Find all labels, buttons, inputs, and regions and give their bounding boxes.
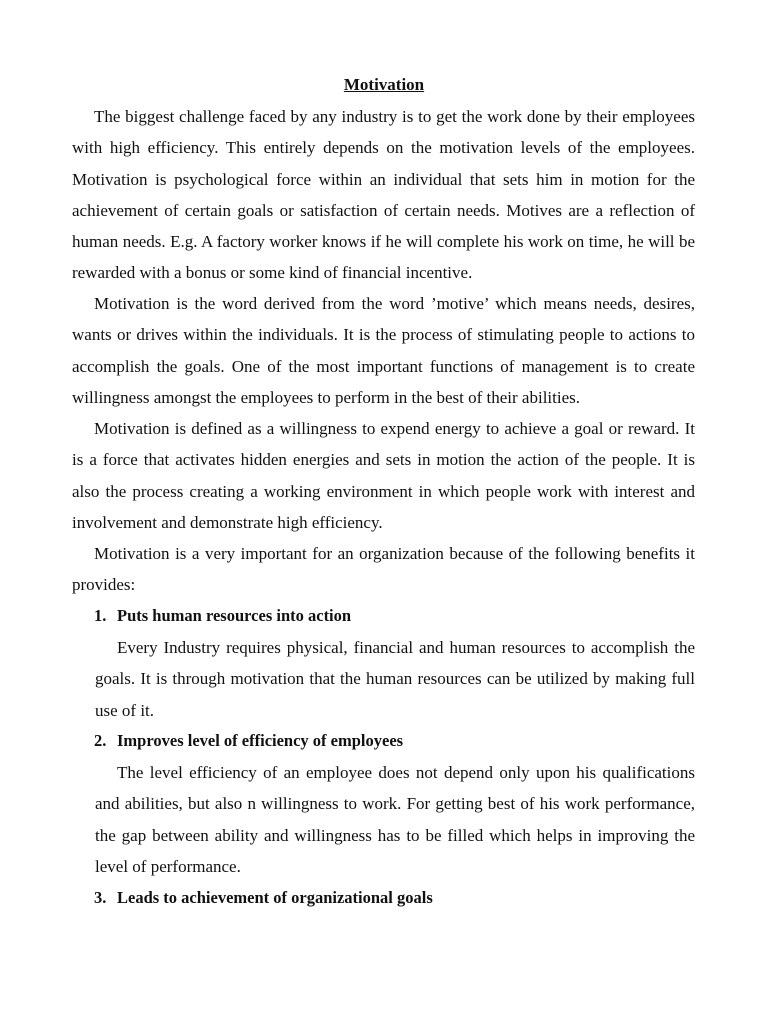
benefit-heading-text: Puts human resources into action — [117, 606, 352, 625]
paragraph-willingness: Motivation is defined as a willingness to expend energy to achieve a goal or reward. It is a force that activates hidden energies and sets in motion the action of the people. It is also the process creating a working environment in which people work with interest and involvement and demonstrate high efficiency. — [72, 419, 695, 532]
document-title: Motivation — [343, 75, 425, 94]
benefit-heading-text: Leads to achievement of organizational goals — [117, 888, 433, 907]
benefit-number: 3. — [94, 888, 107, 907]
benefit-body-1: Every Industry requires physical, financial and human resources to accomplish the goals. It is through motivation that the human resources can be utilized by making full use of it. — [95, 638, 695, 720]
benefit-number: 1. — [94, 606, 107, 625]
paragraph-benefits-intro: Motivation is a very important for an organization because of the following benefits it provides: — [72, 544, 695, 595]
benefit-heading-2 — [94, 730, 403, 752]
benefit-heading-1 — [94, 605, 351, 627]
benefit-body-2: The level efficiency of an employee does not depend only upon his qualifications and abilities, but also n willingness to work. For getting best of his work performance, the gap between ability and willingness has to be filled which helps in improving the level of performance. — [95, 763, 695, 876]
paragraph-definition-motive: Motivation is the word derived from the word ’motive’ which means needs, desires, wants or drives within the individuals. It is the process of stimulating people to actions to accomplish the goals. One of the most important functions of management is to create willingness amongst the employees to perform in the best of their abilities. — [72, 294, 695, 407]
benefit-heading-text: Improves level of efficiency of employees — [117, 731, 404, 750]
paragraph-challenge: The biggest challenge faced by any industry is to get the work done by their employees with high efficiency. This entirely depends on the motivation levels of the employees. Motivation is psychological force within an individual that sets him in motion for the achievement of certain goals or satisfaction of certain needs. Motives are a reflection of human needs. E.g. A factory worker knows if he will complete his work on time, he will be rewarded with a bonus or some kind of financial incentive. — [72, 107, 695, 283]
benefit-heading-3 — [94, 887, 433, 909]
benefit-number: 2. — [94, 731, 107, 750]
